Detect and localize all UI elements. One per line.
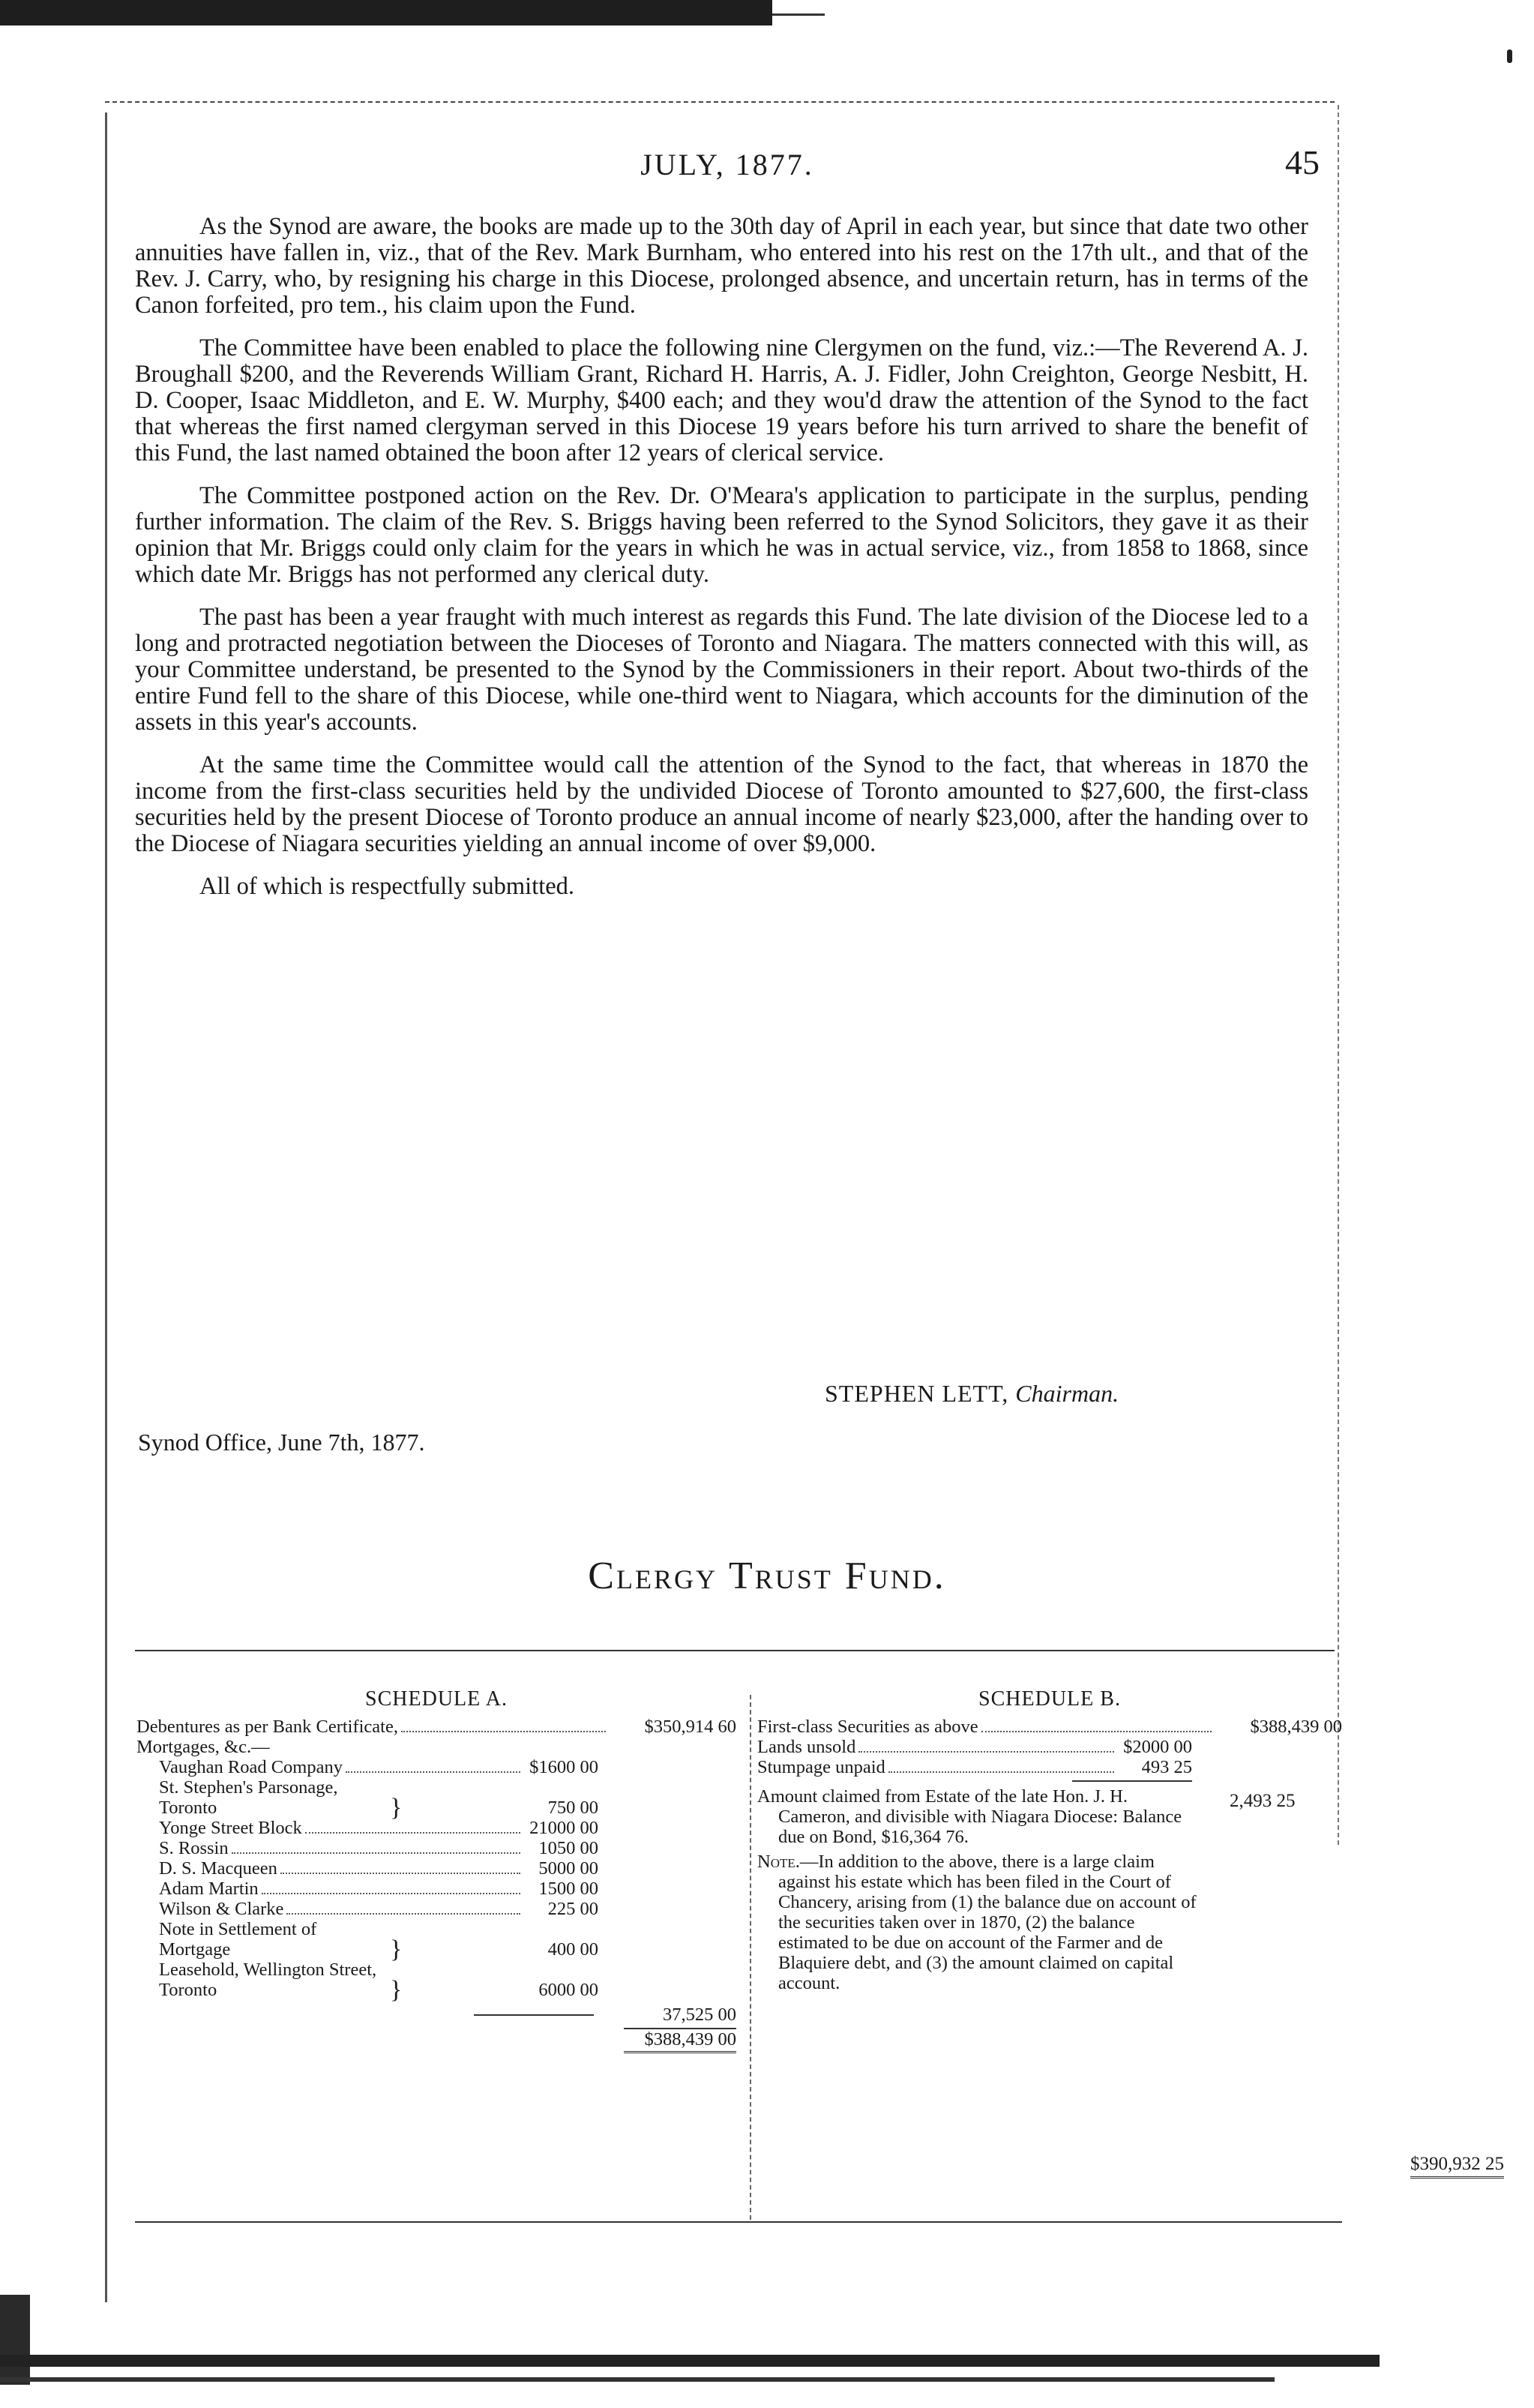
ledger-row xyxy=(136,1879,736,1899)
ledger-row xyxy=(136,1717,736,1737)
leader-dots xyxy=(888,1771,1114,1773)
paragraph: The Committee have been enabled to place the following nine Clergymen on the fund, viz.:—The Reverend A. J. Broughall $200, and the Reverends William Grant, Richard H. Harris, A. J. Fidler, John Creighton, George Nesbitt, H. D. Cooper, Isaac Middleton, and E. W. Murphy, $400 each; and they wou'd draw the attention of the Synod to the fact that whereas the first named clergyman served in this Diocese 19 years before his turn arrived to share the benefit of this Fund, the last named obtained the boon after 12 years of clerical service. xyxy=(135,334,1308,466)
ledger-amount: 6000 00 xyxy=(538,1980,598,2000)
ledger-row xyxy=(757,1737,1192,1757)
ledger-row xyxy=(136,1858,736,1879)
schedule-a xyxy=(136,1689,736,2053)
leader-dots xyxy=(981,1731,1212,1732)
leader-dots xyxy=(280,1873,520,1874)
ledger-amount: 750 00 xyxy=(547,1798,598,1818)
signature-role: Chairman. xyxy=(1015,1380,1119,1407)
rule xyxy=(1072,1780,1192,1782)
paragraph: At the same time the Committee would call the attention of the Synod to the fact, that whereas in 1870 the income from the first-class securities held by the undivided Diocese of Toronto amounted to $27,600, the first-class securities held by the present Diocese of Toronto produce an annual income of nearly $23,000, after the handing over to the Diocese of Niagara securities yielding an annual income of over $9,000. xyxy=(135,751,1308,857)
ledger-label: Mortgages, &c.— xyxy=(136,1737,270,1757)
schedule-top-rule xyxy=(135,1650,1335,1651)
paragraph: All of which is respectfully submitted. xyxy=(199,873,575,900)
ledger-amount: 225 00 xyxy=(547,1899,598,1919)
ledger-amount: 21000 00 xyxy=(529,1818,598,1838)
scan-edge-bottom-thin xyxy=(0,2377,1275,2382)
ledger-label: St. Stephen's Parsonage, Toronto xyxy=(159,1777,338,1818)
report-body xyxy=(135,214,1308,916)
total-amount: $388,439 00 xyxy=(644,2029,736,2050)
rule xyxy=(474,2014,594,2016)
ledger-amount: 493 25 xyxy=(1141,1757,1192,1777)
ledger-row xyxy=(757,1757,1192,1777)
ledger-label: Yonge Street Block xyxy=(159,1818,302,1838)
subtotal-amount: 37,525 00 xyxy=(663,2005,736,2025)
ledger-amount: 1500 00 xyxy=(538,1879,598,1899)
signature xyxy=(825,1380,1119,1408)
running-title: JULY, 1877. xyxy=(640,148,814,181)
ledger-row xyxy=(136,1960,736,2004)
top-rule xyxy=(105,101,1335,103)
brace: } xyxy=(390,1976,403,2004)
ledger-amount: 1050 00 xyxy=(538,1838,598,1858)
scan-mark xyxy=(1507,49,1512,63)
ledger-row xyxy=(136,1919,736,1963)
section-title-text: Clergy Trust Fund. xyxy=(588,1555,946,1597)
leader-dots xyxy=(286,1913,520,1915)
leader-dots xyxy=(262,1893,520,1894)
leader-dots xyxy=(305,1832,520,1834)
ledger-row xyxy=(136,1777,736,1822)
grand-total xyxy=(1410,2154,1504,2179)
ledger-label: Wilson & Clarke xyxy=(159,1899,284,1919)
leader-dots xyxy=(401,1731,606,1732)
ledger-label: Stumpage unpaid xyxy=(757,1757,885,1777)
signature-name: STEPHEN LETT, xyxy=(825,1380,1009,1407)
ledger-row xyxy=(757,1717,1342,1737)
ledger-amount: 5000 00 xyxy=(538,1858,598,1879)
note-paragraph xyxy=(757,1852,1198,1993)
scan-edge-top xyxy=(0,0,772,25)
double-rule xyxy=(624,2051,736,2053)
ledger-row xyxy=(136,1818,736,1838)
scan-edge-left xyxy=(0,2295,30,2385)
ledger-amount: $388,439 00 xyxy=(1250,1717,1342,1737)
grand-total-amount: $390,932 25 xyxy=(1410,2154,1504,2174)
ledger-row xyxy=(136,1899,736,1919)
page-header xyxy=(135,142,1320,195)
ledger-row xyxy=(136,2029,736,2050)
claim-paragraph: Amount claimed from Estate of the late Hon. J. H. Cameron, and divisible with Niagara Diocese: Balance due on Bond, $16,364 76. xyxy=(757,1786,1182,1847)
note-heading: Note. xyxy=(757,1852,800,1872)
paragraph: The past has been a year fraught with much interest as regards this Fund. The late division of the Diocese led to a long and protracted negotiation between the Dioceses of Toronto and Niagara. The matters connected with this will, as your Committee understand, be presented to the Synod by the Commissioners in their report. About two-thirds of the entire Fund fell to the share of this Diocese, while one-third went to Niagara, which accounts for the diminution of the assets in this year's accounts. xyxy=(135,604,1308,736)
double-rule xyxy=(1410,2176,1504,2179)
ledger-amount: $1600 00 xyxy=(529,1757,598,1777)
ledger-row xyxy=(136,1838,736,1858)
ledger-row xyxy=(136,1737,736,1757)
ledger-row xyxy=(136,1757,736,1777)
ledger-amount: 400 00 xyxy=(547,1939,598,1960)
leader-dots xyxy=(232,1852,520,1854)
ledger-label: Adam Martin xyxy=(159,1879,259,1899)
column-divider xyxy=(750,1695,751,2220)
ledger-label: Leasehold, Wellington Street, Toronto xyxy=(159,1960,377,2000)
schedule-a-heading: SCHEDULE A. xyxy=(365,1687,508,1711)
sum-amount: 2,493 25 xyxy=(1230,1791,1296,1811)
paragraph: The Committee postponed action on the Rev. Dr. O'Meara's application to participate in the surplus, pending further information. The claim of the Rev. S. Briggs having been referred to the Synod Solicitors, they gave it as their opinion that Mr. Briggs could only claim for the years in which he was in actual service, viz., from 1858 to 1868, since which date Mr. Briggs has not performed any clerical duty. xyxy=(135,482,1308,588)
ledger-label: Note in Settlement of Mortgage xyxy=(159,1919,317,1960)
note-text: —In addition to the above, there is a large claim against his estate which has been filed in the Court of Chancery, arising from (1) the balance due on account of the securities taken over in 1870, (2) the balance estimated to be due on account of the Farmer and de Blaquiere debt, and (3) the amount claimed on capital account. xyxy=(778,1852,1197,1993)
page-number: 45 xyxy=(1285,143,1320,181)
left-frame-rule xyxy=(105,112,107,2302)
ledger-label: First-class Securities as above xyxy=(757,1717,978,1737)
ledger-label: Vaughan Road Company xyxy=(159,1757,343,1777)
paragraph: As the Synod are aware, the books are made up to the 30th day of April in each year, but since that date two other annuities have fallen in, viz., that of the Rev. Mark Burnham, who entered into his rest on the 17th ult., and that of the Rev. J. Carry, who, by resigning his charge in this Diocese, prolonged absence, and uncertain return, has in terms of the Canon forfeited, pro tem., his claim upon the Fund. xyxy=(135,213,1308,319)
scan-edge-top-thin xyxy=(772,13,825,16)
ledger-label: D. S. Macqueen xyxy=(159,1858,277,1879)
scan-edge-bottom xyxy=(0,2355,1380,2367)
schedule-b xyxy=(757,1689,1342,1993)
brace: } xyxy=(390,1794,403,1822)
ledger-amount: $2000 00 xyxy=(1123,1737,1192,1757)
leader-dots xyxy=(346,1771,520,1773)
section-title xyxy=(0,1554,1534,1598)
schedule-b-heading: SCHEDULE B. xyxy=(978,1687,1121,1711)
ledger-label: S. Rossin xyxy=(159,1838,229,1858)
office-line: Synod Office, June 7th, 1877. xyxy=(138,1429,425,1456)
leader-dots xyxy=(858,1751,1114,1753)
ledger-label: Lands unsold xyxy=(757,1737,856,1757)
bottom-rule xyxy=(135,2221,1342,2223)
ledger-row xyxy=(136,2005,736,2025)
ledger-amount: $350,914 60 xyxy=(644,1717,736,1737)
brace: } xyxy=(390,1936,403,1963)
ledger-label: Debentures as per Bank Certificate, xyxy=(136,1717,398,1737)
